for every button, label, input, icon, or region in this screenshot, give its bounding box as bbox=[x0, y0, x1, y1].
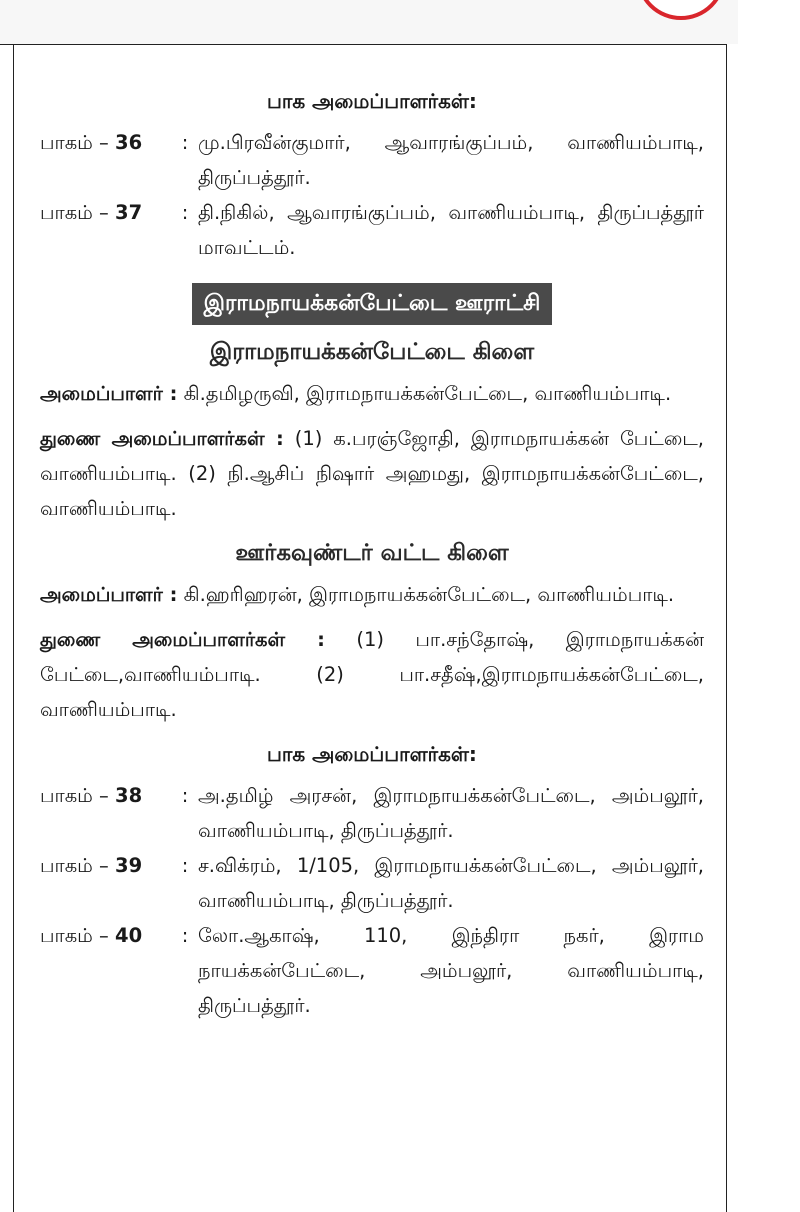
part-row-40 bbox=[40, 918, 704, 1023]
part-row-37 bbox=[40, 195, 704, 265]
part-label-text: பாகம் – bbox=[40, 201, 116, 224]
organizer-text: கி.தமிழருவி, இராமநாயக்கன்பேட்டை, வாணியம்பாடி. bbox=[183, 382, 672, 405]
branch-title: இராமநாயக்கன்பேட்டை கிளை bbox=[209, 339, 535, 365]
part-label bbox=[40, 778, 172, 848]
part-details: ச.விக்ரம், 1/105, இராமநாயக்கன்பேட்டை, அம்பலூர், வாணியம்பாடி, திருப்பத்தூர். bbox=[198, 854, 704, 912]
organizer-label: அமைப்பாளர் : bbox=[40, 583, 178, 606]
panchayat-banner: இராமநாயக்கன்பேட்டை ஊராட்சி bbox=[192, 283, 553, 325]
deputy-paragraph bbox=[40, 622, 704, 727]
part-label bbox=[40, 848, 172, 918]
part-colon: : bbox=[181, 131, 189, 154]
organizer-paragraph bbox=[40, 577, 704, 612]
part-details: அ.தமிழ் அரசன், இராமநாயக்கன்பேட்டை, அம்பலூர், வாணியம்பாடி, திருப்பத்தூர். bbox=[198, 784, 704, 842]
branch-section-2 bbox=[40, 536, 704, 727]
section-heading: பாக அமைப்பாளர்கள்: bbox=[267, 89, 477, 113]
part-number: 37 bbox=[115, 201, 143, 224]
part-label-text: பாகம் – bbox=[40, 924, 116, 947]
deputy-label: துணை அமைப்பாளர்கள் : bbox=[40, 628, 325, 651]
part-row-38 bbox=[40, 778, 704, 848]
organizer-paragraph bbox=[40, 376, 704, 411]
branch-title: ஊர்கவுண்டர் வட்ட கிளை bbox=[235, 540, 509, 566]
panchayat-banner-wrap bbox=[40, 283, 704, 325]
part-label-text: பாகம் – bbox=[40, 854, 116, 877]
part-label-text: பாகம் – bbox=[40, 131, 116, 154]
part-organizers-section-1 bbox=[40, 84, 704, 265]
deputy-text: (1) பா.சந்தோஷ், இராமநாயக்கன் பேட்டை,வாணியம்பாடி. (2) பா.சதீஷ்,இராமநாயக்கன்பேட்டை, வாணியம்பாடி. bbox=[40, 628, 704, 721]
part-label bbox=[40, 125, 172, 195]
part-number: 36 bbox=[115, 131, 143, 154]
frame-top-rule bbox=[0, 44, 727, 45]
part-details: தி.நிகில், ஆவாரங்குப்பம், வாணியம்பாடி, திருப்பத்தூர் மாவட்டம். bbox=[198, 201, 704, 259]
part-row-39 bbox=[40, 848, 704, 918]
part-label bbox=[40, 918, 172, 1023]
organizer-text: கி.ஹரிஹரன், இராமநாயக்கன்பேட்டை, வாணியம்பாடி. bbox=[183, 583, 675, 606]
part-number: 38 bbox=[115, 784, 143, 807]
frame-right-rule bbox=[726, 44, 727, 1212]
branch-section-1 bbox=[40, 335, 704, 526]
part-colon: : bbox=[181, 201, 189, 224]
page-top-strip bbox=[0, 0, 738, 44]
section-heading: பாக அமைப்பாளர்கள்: bbox=[267, 742, 477, 766]
part-label bbox=[40, 195, 172, 265]
frame-left-rule bbox=[13, 44, 14, 1212]
part-colon: : bbox=[181, 924, 189, 947]
part-details: லோ.ஆகாஷ், 110, இந்திரா நகர், இராம நாயக்கன்பேட்டை, அம்பலூர், வாணியம்பாடி, திருப்பத்தூர். bbox=[198, 924, 704, 1017]
document-column bbox=[40, 84, 704, 1023]
part-label-text: பாகம் – bbox=[40, 784, 116, 807]
part-colon: : bbox=[181, 784, 189, 807]
deputy-label: துணை அமைப்பாளர்கள் : bbox=[40, 427, 284, 450]
part-organizers-section-2 bbox=[40, 737, 704, 1023]
part-number: 39 bbox=[115, 854, 143, 877]
organizer-label: அமைப்பாளர் : bbox=[40, 382, 178, 405]
deputy-paragraph bbox=[40, 421, 704, 526]
part-row-36 bbox=[40, 125, 704, 195]
part-colon: : bbox=[181, 854, 189, 877]
part-number: 40 bbox=[115, 924, 143, 947]
deputy-text: (1) க.பரஞ்ஜோதி, இராமநாயக்கன் பேட்டை, வாணியம்பாடி. (2) நி.ஆசிப் நிஷார் அஹமது, இராமநாயக்கன்பேட்டை, வாணியம்பாடி. bbox=[40, 427, 704, 520]
part-details: மு.பிரவீன்குமார், ஆவாரங்குப்பம், வாணியம்பாடி, திருப்பத்தூர். bbox=[198, 131, 704, 189]
